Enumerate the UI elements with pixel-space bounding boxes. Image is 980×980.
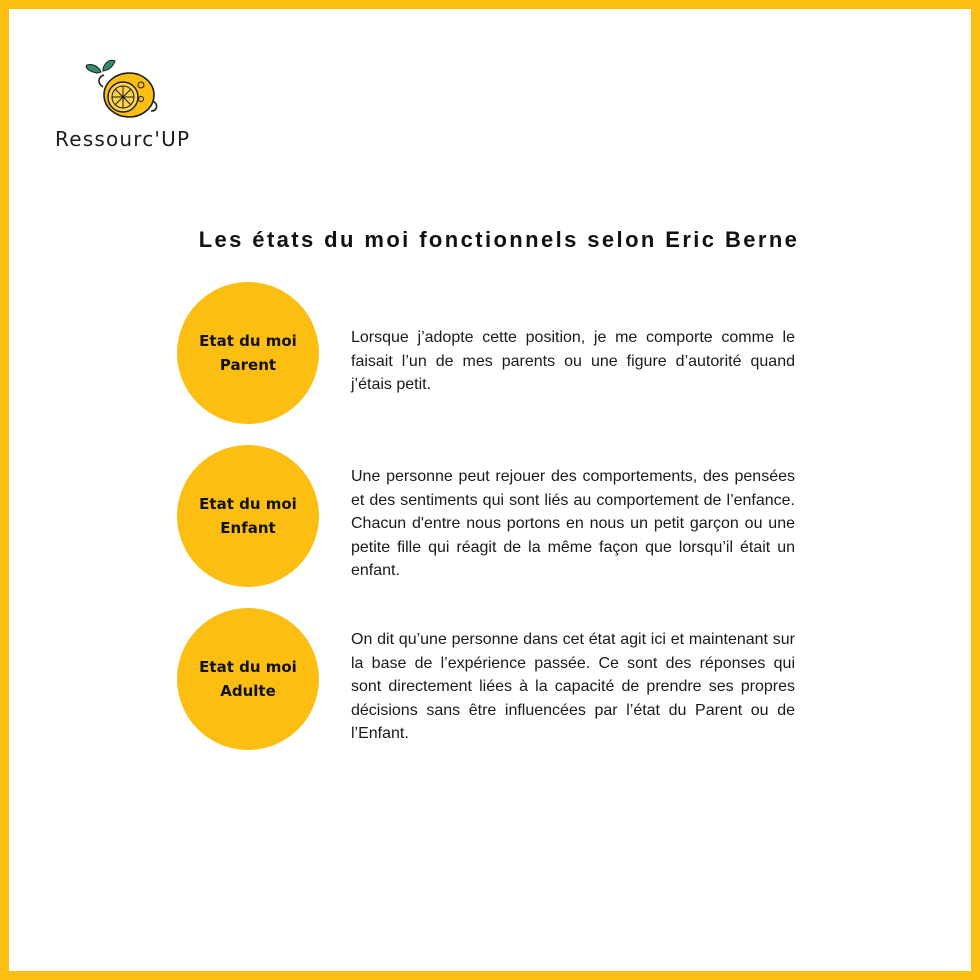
state-label-line1: Etat du moi xyxy=(199,332,297,350)
state-label-line1: Etat du moi xyxy=(199,658,297,676)
brand-name: Ressourc'UP xyxy=(55,127,191,151)
brand-logo xyxy=(55,57,205,157)
state-description: On dit qu’une personne dans cet état agit ici et maintenant sur la base de l’expérience passée. Ce sont des réponses qui sont directement liées à la capacité de prendre ses propres décisions sans être influencées par l’état du Parent ou de l’Enfant. xyxy=(351,631,795,743)
state-label-line2: Adulte xyxy=(220,682,276,700)
state-row-parent xyxy=(177,282,797,424)
lemon-icon xyxy=(83,57,173,127)
state-row-enfant xyxy=(177,445,797,587)
state-description: Lorsque j’adopte cette position, je me comporte comme le faisait l’un de mes parents ou une figure d’autorité quand j’étais petit. xyxy=(351,329,795,394)
page-title: Les états du moi fonctionnels selon Eric Berne xyxy=(198,227,800,252)
state-label-line2: Parent xyxy=(219,356,277,374)
state-badge-adulte xyxy=(177,608,319,750)
state-row-adulte xyxy=(177,608,797,750)
state-label-line1: Etat du moi xyxy=(199,495,297,513)
state-badge-parent xyxy=(177,282,319,424)
state-badge-enfant xyxy=(177,445,319,587)
state-description: Une personne peut rejouer des comportements, des pensées et des sentiments qui sont liés au comportement de l’enfance. Chacun d'entre nous portons en nous un petit garçon ou une petite fille qui réagit de la même façon que lorsqu’il était un enfant. xyxy=(351,468,795,580)
state-label-line2: Enfant xyxy=(220,519,276,537)
